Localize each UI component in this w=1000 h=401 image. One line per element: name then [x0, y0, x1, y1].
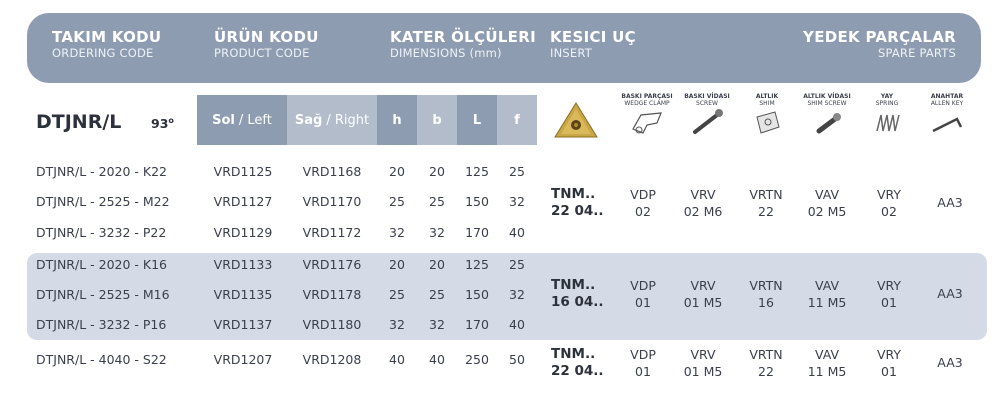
- part-wedge: [630, 277, 656, 311]
- header-product-code: [214, 29, 319, 61]
- cell-b: 20: [429, 257, 445, 272]
- cell-h: 40: [389, 352, 405, 367]
- cell-f: 25: [509, 257, 525, 272]
- cell-left: VRD1125: [213, 164, 273, 179]
- column-L-label: L: [472, 112, 482, 128]
- column-b-label: b: [432, 112, 442, 128]
- header-insert-sub: INSERT: [550, 46, 592, 60]
- part-line: 01: [635, 295, 651, 310]
- cell-left: VRD1135: [213, 287, 273, 302]
- ordering-code: DTJNR/L - 2525 - M16: [36, 287, 170, 302]
- part-line: 01: [635, 364, 651, 379]
- spring-icon: [867, 107, 907, 137]
- insert-line: TNM..: [551, 277, 596, 293]
- part-line: VRTN: [749, 347, 783, 362]
- part-line: 01: [881, 295, 897, 310]
- cell-L: 125: [465, 257, 489, 272]
- screw-icon: [687, 107, 727, 137]
- part-line: 02: [635, 204, 651, 219]
- part-line: VDP: [630, 187, 656, 202]
- part-wedge: [630, 186, 656, 220]
- spare-spring-en: SPRING: [875, 100, 899, 107]
- part-line: 01 M5: [683, 295, 723, 310]
- cell-left: VRD1207: [213, 352, 273, 367]
- spare-allen-key-en: ALLEN KEY: [930, 100, 964, 107]
- cell-left: VRD1137: [213, 317, 273, 332]
- part-line: 16: [758, 295, 774, 310]
- part-screw: [684, 186, 723, 220]
- cell-b: 32: [429, 225, 445, 240]
- cell-b: 40: [429, 352, 445, 367]
- shim-icon: [747, 107, 787, 137]
- column-h: [377, 95, 417, 145]
- part-line: VRV: [690, 278, 716, 293]
- spare-spring-tr: YAY: [880, 93, 894, 100]
- header-dimensions-sub: DIMENSIONS (mm): [390, 46, 502, 60]
- cell-b: 25: [429, 287, 445, 302]
- cell-h: 25: [389, 287, 405, 302]
- spare-allen-key: [918, 93, 976, 137]
- cell-L: 125: [465, 164, 489, 179]
- part-line: 11 M5: [807, 295, 847, 310]
- part-line: VRV: [690, 187, 716, 202]
- cell-h: 32: [389, 225, 405, 240]
- cell-left: VRD1127: [213, 194, 273, 209]
- header-product-title: ÜRÜN KODU: [214, 28, 319, 46]
- column-right: [287, 95, 377, 145]
- part-line: VRV: [690, 347, 716, 362]
- part-line: 01: [881, 364, 897, 379]
- part-shim-screw: [808, 346, 847, 380]
- spare-shim-screw-tr: ALTLIK VİDASI: [803, 93, 851, 100]
- ordering-code: DTJNR/L - 4040 - S22: [36, 352, 167, 367]
- part-line: 22: [758, 204, 774, 219]
- cell-left: VRD1133: [213, 257, 273, 272]
- ordering-code: DTJNR/L - 2020 - K16: [36, 257, 167, 272]
- column-b: [417, 95, 457, 145]
- header-dimensions: [390, 29, 536, 61]
- insert-triangle-icon: [553, 100, 599, 144]
- part-shim: [749, 186, 782, 220]
- part-allen-key: AA3: [937, 286, 963, 301]
- part-shim-screw: [808, 186, 847, 220]
- part-line: VAV: [814, 278, 840, 293]
- insert-line: TNM..: [551, 346, 596, 362]
- spare-spring: [858, 93, 916, 137]
- header-dimensions-title: KATER ÖLÇÜLERI: [390, 28, 536, 46]
- cell-h: 20: [389, 164, 405, 179]
- part-line: VAV: [814, 347, 840, 362]
- cell-right: VRD1178: [302, 287, 362, 302]
- spare-screw: [678, 93, 736, 137]
- cell-h: 32: [389, 317, 405, 332]
- column-right-tr: Sağ: [294, 112, 323, 128]
- spare-screw-en: SCREW: [696, 100, 718, 107]
- cell-b: 25: [429, 194, 445, 209]
- header-product-sub: PRODUCT CODE: [214, 46, 310, 60]
- cell-L: 170: [465, 317, 489, 332]
- column-left-en: / Left: [238, 112, 272, 128]
- part-line: VRY: [876, 187, 902, 202]
- column-L: [457, 95, 497, 145]
- part-line: 01 M5: [683, 364, 723, 379]
- cell-h: 20: [389, 257, 405, 272]
- spare-wedge-clamp: [618, 93, 676, 137]
- spare-shim-screw-en: SHIM SCREW: [807, 100, 847, 107]
- spare-shim-screw: [798, 93, 856, 137]
- header-insert-title: KESICI UÇ: [550, 28, 636, 46]
- insert-line: 22 04..: [551, 363, 604, 379]
- header-spare-sub: SPARE PARTS: [877, 46, 956, 60]
- ordering-code: DTJNR/L - 3232 - P22: [36, 225, 167, 240]
- approach-angle-value: 93: [151, 116, 169, 132]
- column-left: [197, 95, 287, 145]
- part-line: 02 M5: [807, 204, 847, 219]
- cell-f: 50: [509, 352, 525, 367]
- cell-right: VRD1170: [302, 194, 362, 209]
- cell-f: 32: [509, 287, 525, 302]
- part-line: VRY: [876, 278, 902, 293]
- cell-f: 40: [509, 225, 525, 240]
- table-header: [27, 13, 981, 83]
- cell-h: 25: [389, 194, 405, 209]
- spare-wedge-clamp-tr: BASKI PARÇASI: [621, 93, 673, 100]
- cell-f: 25: [509, 164, 525, 179]
- column-f-label: f: [514, 112, 520, 128]
- header-spare-title: YEDEK PARÇALAR: [803, 28, 956, 46]
- insert-line: TNM..: [551, 186, 596, 202]
- header-ordering-sub: ORDERING CODE: [52, 46, 154, 60]
- cell-L: 150: [465, 287, 489, 302]
- cell-L: 150: [465, 194, 489, 209]
- part-spring: [877, 346, 901, 380]
- cell-L: 250: [465, 352, 489, 367]
- header-ordering-code: [52, 29, 161, 61]
- part-screw: [684, 277, 723, 311]
- header-insert: [550, 29, 636, 61]
- part-wedge: [630, 346, 656, 380]
- part-line: VRTN: [749, 187, 783, 202]
- wedge-clamp-icon: [627, 107, 667, 137]
- cell-b: 32: [429, 317, 445, 332]
- part-shim: [749, 277, 782, 311]
- cell-right: VRD1172: [302, 225, 362, 240]
- cell-right: VRD1180: [302, 317, 362, 332]
- part-allen-key: AA3: [937, 355, 963, 370]
- column-right-en: / Right: [326, 112, 370, 128]
- insert-line: 16 04..: [551, 294, 604, 310]
- cell-left: VRD1129: [213, 225, 273, 240]
- allen-key-icon: [927, 107, 967, 137]
- part-line: VRY: [876, 347, 902, 362]
- spare-wedge-clamp-en: WEDGE CLAMP: [624, 100, 670, 107]
- column-f: [497, 95, 537, 145]
- part-screw: [684, 346, 723, 380]
- column-left-tr: Sol: [212, 112, 235, 128]
- part-line: 02 M6: [683, 204, 723, 219]
- cell-f: 40: [509, 317, 525, 332]
- spare-allen-key-tr: ANAHTAR: [930, 93, 964, 100]
- degree-sign: o: [168, 116, 174, 125]
- spare-shim-en: SHIM: [759, 100, 775, 107]
- cell-L: 170: [465, 225, 489, 240]
- part-line: VDP: [630, 278, 656, 293]
- cell-f: 32: [509, 194, 525, 209]
- part-shim-screw: [808, 277, 847, 311]
- insert-code: [551, 346, 604, 380]
- part-allen-key: AA3: [937, 195, 963, 210]
- cell-b: 20: [429, 164, 445, 179]
- cell-right: VRD1168: [302, 164, 362, 179]
- cell-right: VRD1208: [302, 352, 362, 367]
- part-shim: [749, 346, 782, 380]
- shim-screw-icon: [807, 107, 847, 137]
- cell-right: VRD1176: [302, 257, 362, 272]
- part-line: 22: [758, 364, 774, 379]
- part-line: 11 M5: [807, 364, 847, 379]
- part-line: 02: [881, 204, 897, 219]
- part-spring: [877, 277, 901, 311]
- insert-code: [551, 186, 604, 220]
- part-line: VRTN: [749, 278, 783, 293]
- ordering-code: DTJNR/L - 2525 - M22: [36, 194, 170, 209]
- spare-shim-tr: ALTLIK: [755, 93, 779, 100]
- insert-line: 22 04..: [551, 203, 604, 219]
- part-line: VAV: [814, 187, 840, 202]
- spare-shim: [738, 93, 796, 137]
- part-line: VDP: [630, 347, 656, 362]
- approach-angle: [151, 116, 174, 131]
- ordering-code: DTJNR/L - 3232 - P16: [36, 317, 167, 332]
- header-ordering-title: TAKIM KODU: [52, 28, 162, 46]
- tool-family-name: DTJNR/L: [36, 111, 122, 133]
- column-h-label: h: [392, 112, 402, 128]
- spare-screw-tr: BASKI VİDASI: [684, 93, 730, 100]
- header-spare-parts: [803, 29, 956, 61]
- insert-code: [551, 277, 604, 311]
- ordering-code: DTJNR/L - 2020 - K22: [36, 164, 167, 179]
- part-spring: [877, 186, 901, 220]
